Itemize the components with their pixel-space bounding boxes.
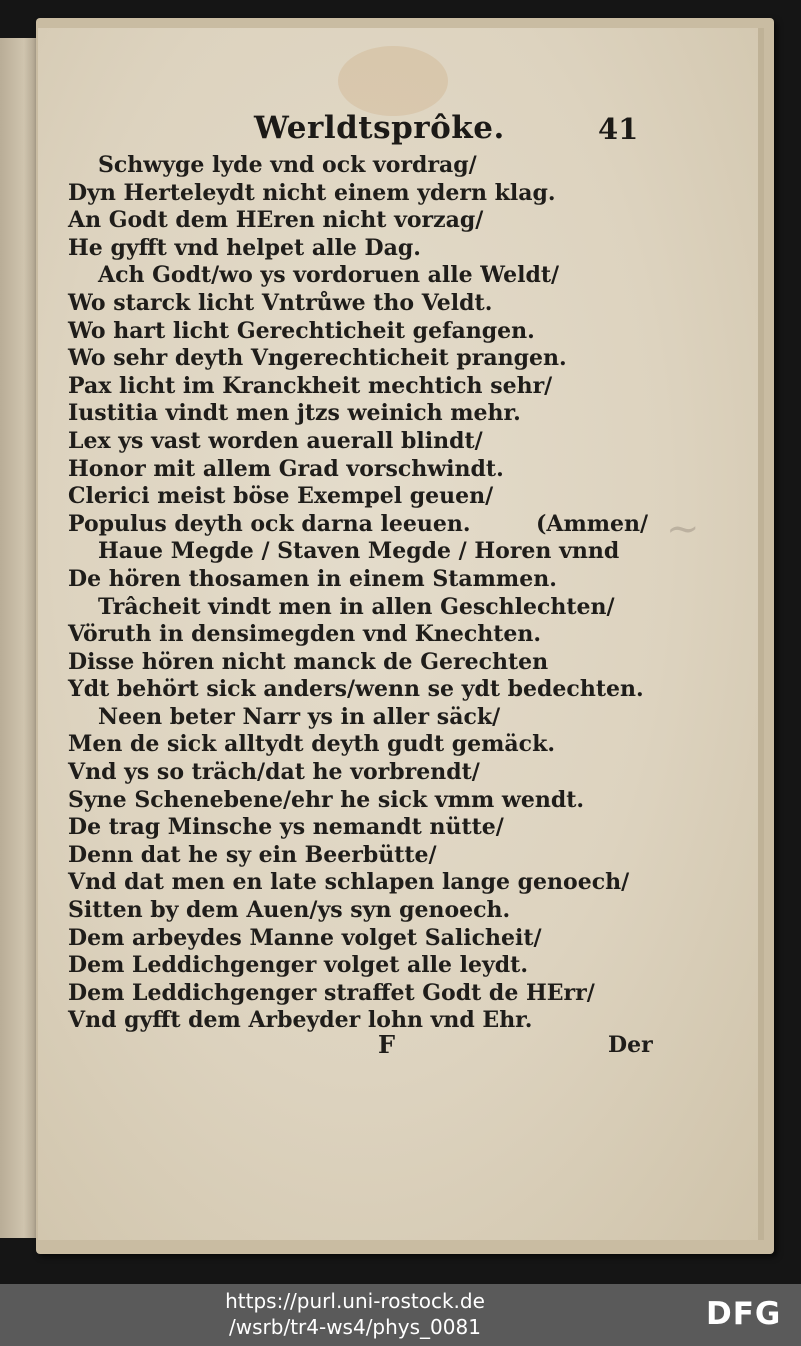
text-line <box>68 566 688 594</box>
page-number: 41 <box>598 112 639 146</box>
text-line-content: Dyn Herteleydt nicht einem ydern klag. <box>68 179 556 206</box>
text-line-content: He gyfft vnd helpet alle Dag. <box>68 234 421 261</box>
text-line-content: Syne Schenebene/ehr he sick vmm wendt. <box>68 786 585 813</box>
text-line <box>68 428 688 456</box>
text-line <box>68 731 688 759</box>
text-line-content: Lex ys vast worden auerall blindt/ <box>68 427 483 454</box>
text-line <box>68 814 688 842</box>
text-line <box>68 842 688 870</box>
text-line <box>68 897 688 925</box>
text-line <box>68 345 688 373</box>
text-line <box>68 180 688 208</box>
paper-stain <box>338 46 448 116</box>
text-line <box>68 869 688 897</box>
text-line <box>68 456 688 484</box>
text-line-content: Schwyge lyde vnd ock vordrag/ <box>98 152 477 178</box>
text-line-content: Denn dat he sy ein Beerbütte/ <box>68 841 437 868</box>
text-line-content: Haue Megde / Staven Megde / Horen vnnd <box>98 538 620 565</box>
catchword: Der <box>608 1032 653 1058</box>
signature-mark: F <box>378 1030 396 1059</box>
text-line <box>68 676 688 704</box>
source-url[interactable] <box>140 1288 570 1340</box>
text-line <box>68 538 688 566</box>
text-line <box>68 207 688 235</box>
text-line <box>68 787 688 815</box>
text-line-content: Vnd ys so träch/dat he vorbrendt/ <box>68 759 480 786</box>
text-line-content: An Godt dem HEren nicht vorzag/ <box>68 207 484 234</box>
text-line-content: Wo hart licht Gerechticheit gefangen. <box>68 317 535 344</box>
text-line-content: De hören thosamen in einem Stammen. <box>68 565 557 592</box>
text-line-right: (Ammen/ <box>536 510 649 537</box>
margin-mark: ~ <box>666 506 700 552</box>
text-line-content: Sitten by dem Auen/ys syn genoech. <box>68 897 511 924</box>
text-line <box>68 704 688 732</box>
text-line <box>68 759 688 787</box>
text-line-content: De trag Minsche ys nemandt nütte/ <box>68 814 504 841</box>
text-line <box>68 262 688 290</box>
text-line-content: Ydt behört sick anders/wenn se ydt bedechten. <box>68 676 644 703</box>
text-line-content: Honor mit allem Grad vorschwindt. <box>68 455 504 482</box>
text-line <box>68 152 688 180</box>
text-line-content: Dem Leddichgenger volget alle leydt. <box>68 952 528 979</box>
text-line-content: Neen beter Narr ys in aller säck/ <box>98 703 501 730</box>
text-line-content: Iustitia vindt men jtzs weinich mehr. <box>68 400 521 427</box>
url-line-1[interactable]: https://purl.uni-rostock.de <box>225 1289 485 1313</box>
text-line-content: Vöruth in densimegden vnd Knechten. <box>68 621 542 648</box>
url-line-2[interactable]: /wsrb/tr4-ws4/phys_0081 <box>229 1315 481 1339</box>
text-line <box>68 925 688 953</box>
text-line <box>68 235 688 263</box>
text-line-content: Clerici meist böse Exempel geuen/ <box>68 483 494 510</box>
text-line <box>68 511 688 539</box>
text-line <box>68 290 688 318</box>
text-line <box>68 373 688 401</box>
text-line <box>68 649 688 677</box>
text-line <box>68 483 688 511</box>
running-title: Werldtsprôke. <box>254 110 505 146</box>
page-footer <box>38 1030 758 1064</box>
text-line-content: Ach Godt/wo ys vordoruen alle Weldt/ <box>98 262 560 289</box>
text-line <box>68 318 688 346</box>
text-line-content: Wo sehr deyth Vngerechticheit prangen. <box>68 345 567 372</box>
footer-bar <box>0 1284 801 1346</box>
text-line-content: Vnd gyfft dem Arbeyder lohn vnd Ehr. <box>68 1007 533 1034</box>
text-line-content: Disse hören nicht manck de Gerechten <box>68 648 549 675</box>
text-line <box>68 594 688 622</box>
text-line-content: Vnd dat men en late schlapen lange genoech/ <box>68 869 630 896</box>
text-line-content: Pax licht im Kranckheit mechtich sehr/ <box>68 372 553 399</box>
text-line <box>68 621 688 649</box>
book-page <box>38 28 764 1240</box>
text-line <box>68 952 688 980</box>
text-line-content: Dem Leddichgenger straffet Godt de HErr/ <box>68 979 595 1006</box>
text-line-content: Dem arbeydes Manne volget Salicheit/ <box>68 924 542 951</box>
text-line <box>68 400 688 428</box>
text-line-content: Trâcheit vindt men in allen Geschlechten/ <box>98 593 615 620</box>
text-line-content: Wo starck licht Vntrůwe tho Veldt. <box>68 289 493 316</box>
verse-text <box>68 152 688 1035</box>
text-line-content: Populus deyth ock darna leeuen. <box>68 510 471 537</box>
dfg-logo: DFG <box>706 1296 782 1332</box>
text-line <box>68 980 688 1008</box>
text-line-content: Men de sick alltydt deyth gudt gemäck. <box>68 731 555 758</box>
previous-page-edge <box>0 38 40 1238</box>
